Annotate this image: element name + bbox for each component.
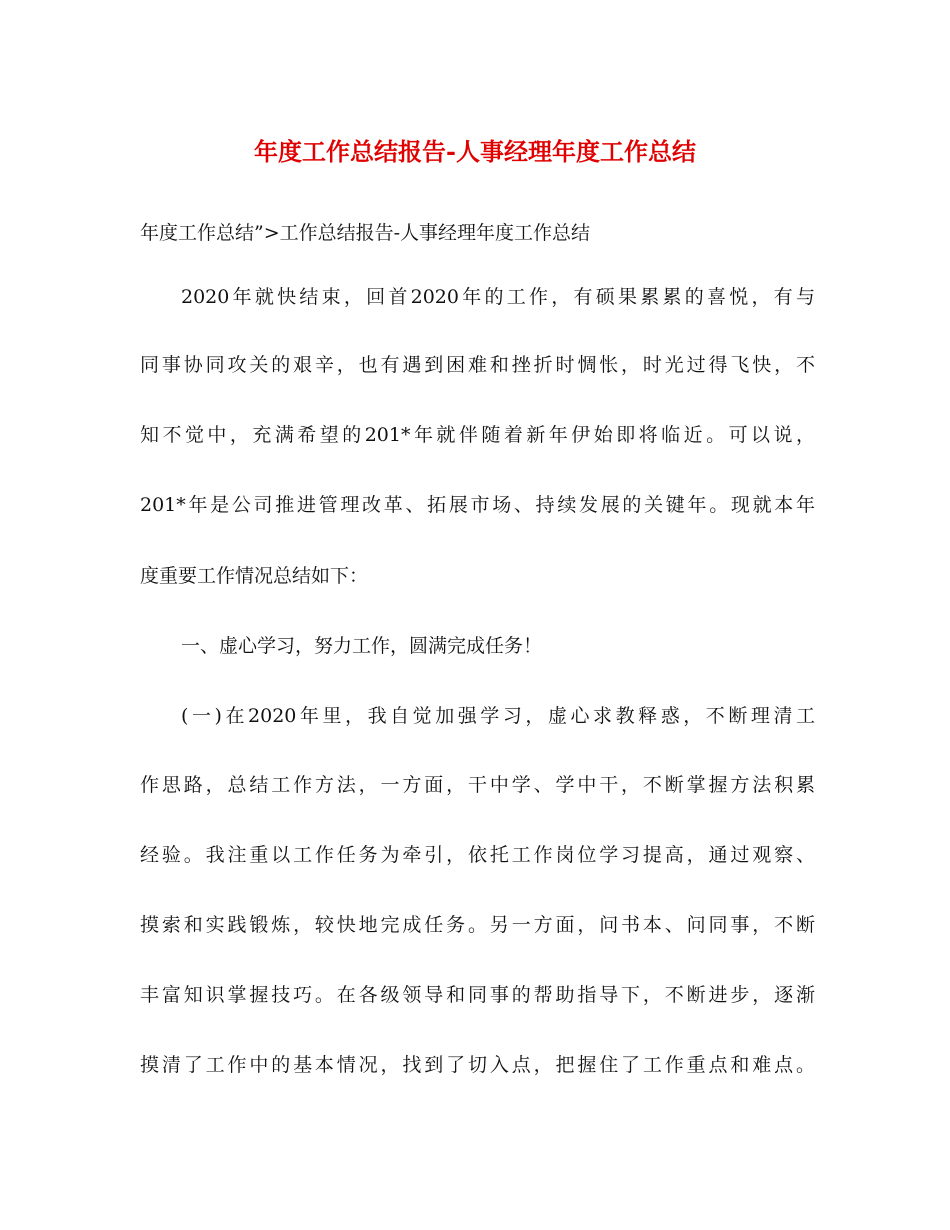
text-line: 2020年就快结束，回首2020年的工作，有硕果累累的喜悦，有与 xyxy=(181,286,815,308)
text-line: 度重要工作情况总结如下： xyxy=(140,565,369,587)
text-line: 201*年是公司推进管理改革、拓展市场、持续发展的关键年。现就本年 xyxy=(140,494,815,516)
section-heading: 一、虚心学习，努力工作，圆满完成任务！ xyxy=(181,635,543,657)
text-line: 知不觉中，充满希望的201*年就伴随着新年伊始即将临近。可以说， xyxy=(140,424,815,446)
text-line: 年度工作总结”>工作总结报告-人事经理年度工作总结 xyxy=(140,222,591,244)
text-line: 同事协同攻关的艰辛，也有遇到困难和挫折时惆怅，时光过得飞快，不 xyxy=(140,354,815,376)
text-line: 丰富知识掌握技巧。在各级领导和同事的帮助指导下，不断进步，逐渐 xyxy=(140,984,815,1006)
text-line: 经验。我注重以工作任务为牵引，依托工作岗位学习提高，通过观察、 xyxy=(140,844,815,866)
text-line: 作思路，总结工作方法，一方面，干中学、学中干，不断掌握方法积累 xyxy=(140,774,815,796)
text-line: (一)在2020年里，我自觉加强学习，虚心求教释惑，不断理清工 xyxy=(181,705,815,727)
text-line: 摸索和实践锻炼，较快地完成任务。另一方面，问书本、问同事，不断 xyxy=(140,914,815,936)
document-title: 年度工作总结报告-人事经理年度工作总结 xyxy=(254,137,696,166)
text-line: 摸清了工作中的基本情况，找到了切入点，把握住了工作重点和难点。 xyxy=(140,1054,815,1076)
